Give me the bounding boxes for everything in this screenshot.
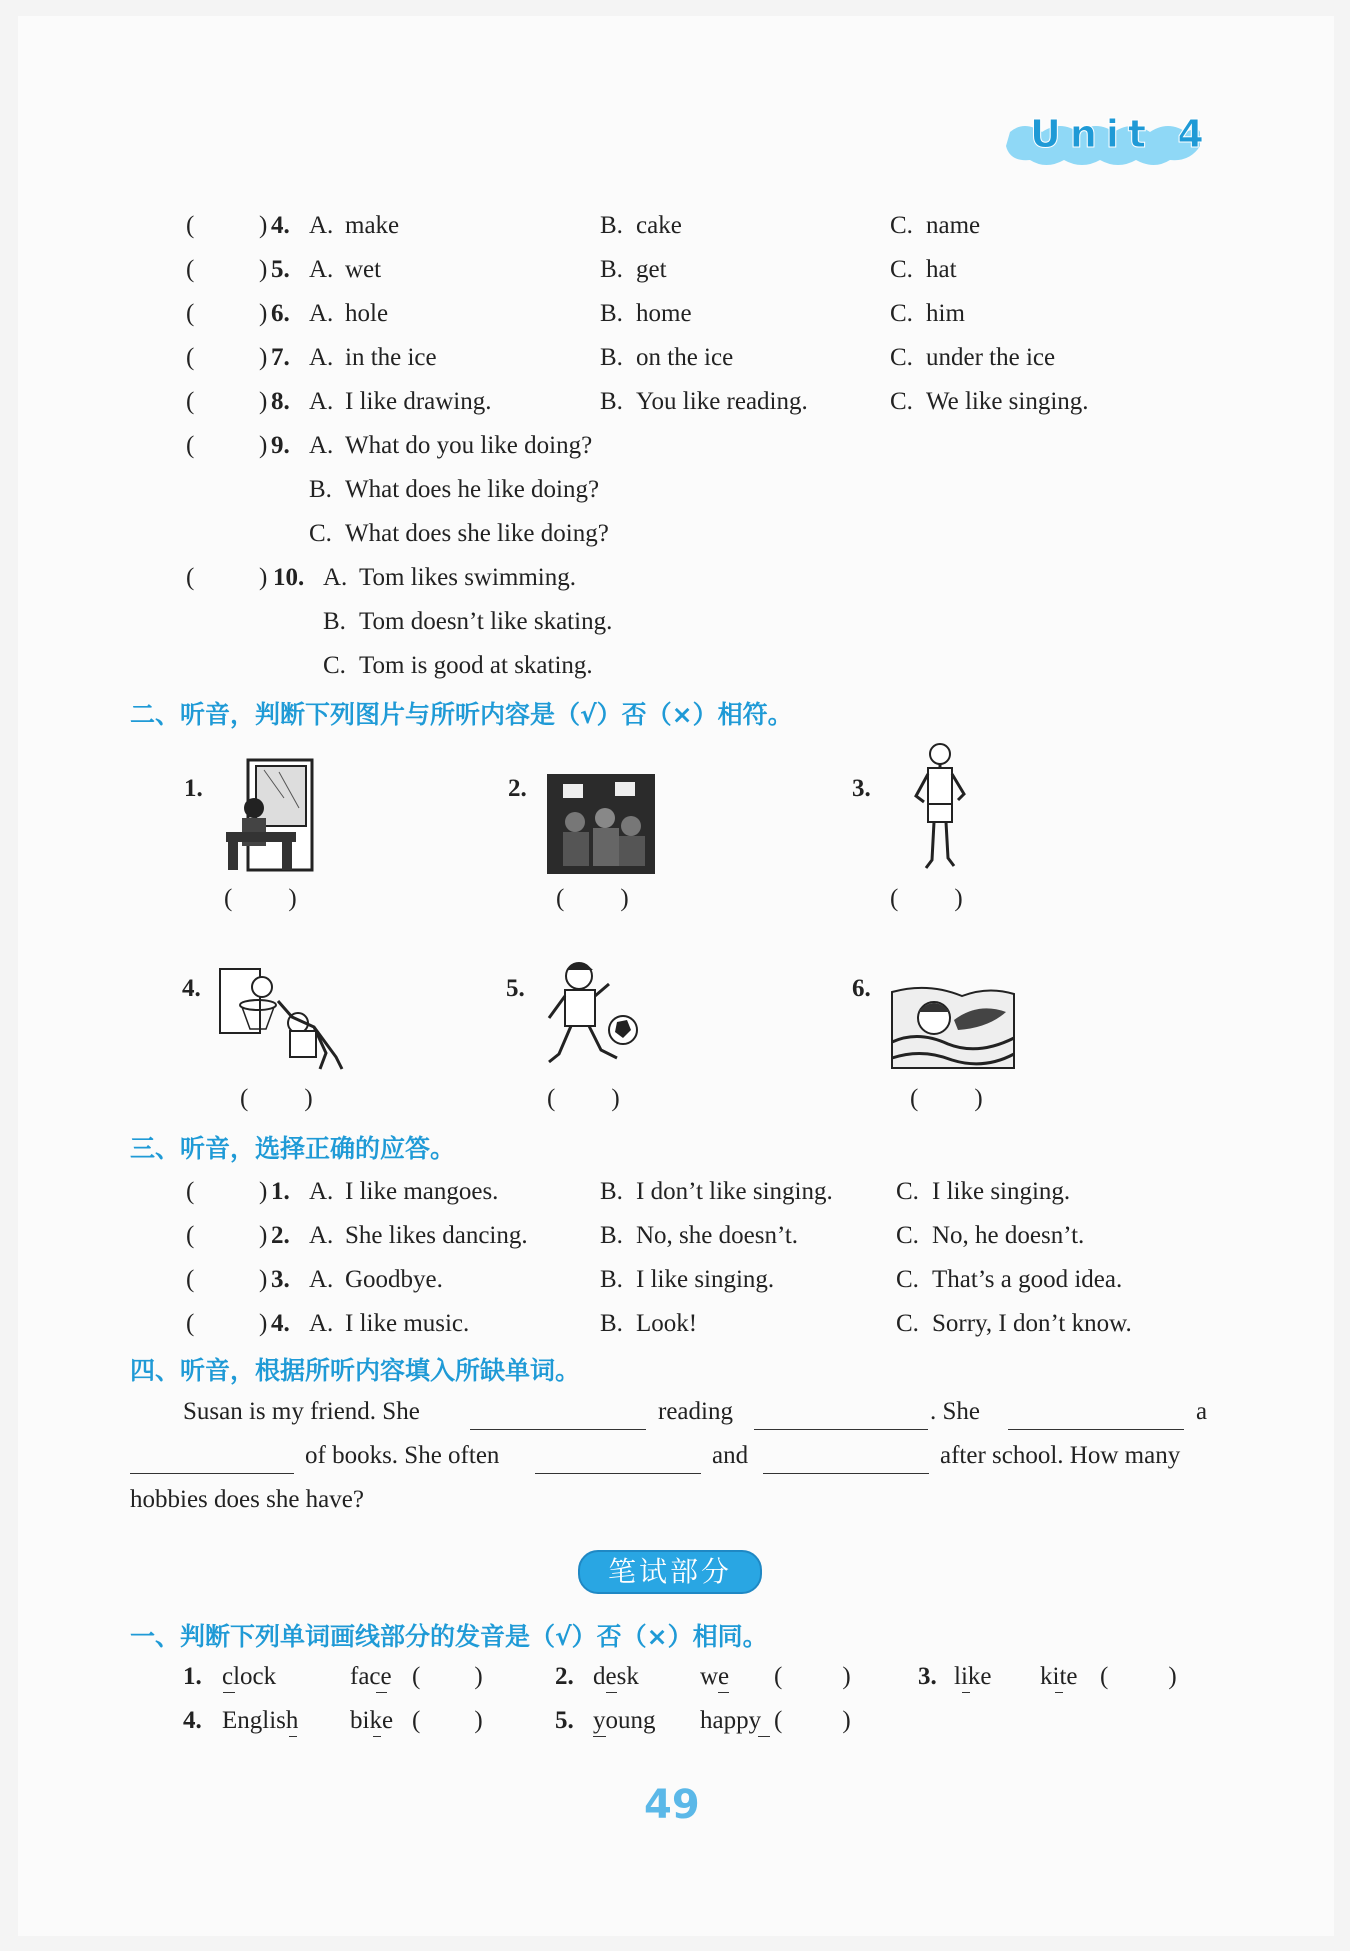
picture-1-answer: ( ) [224, 885, 297, 912]
option-c: hat [926, 256, 957, 283]
answer-paren-open: ( [186, 1310, 195, 1337]
option-b: home [636, 300, 692, 327]
option-b: cake [636, 212, 682, 239]
cloze-text: of books. She often [305, 1442, 500, 1469]
option-label: C. [896, 1222, 919, 1249]
option-label: C. [890, 212, 913, 239]
option-label: B. [600, 212, 623, 239]
cloze-text: a [1196, 1398, 1208, 1425]
option-c: name [926, 212, 981, 239]
boy-football-picture [543, 958, 643, 1073]
picture-number: 5. [506, 975, 525, 1002]
answer-paren-close: ) [259, 1310, 268, 1337]
option-c: What does she like doing? [345, 520, 609, 547]
option-a: hole [345, 300, 389, 327]
cloze-text: . She [930, 1398, 980, 1425]
option-b: You like reading. [636, 388, 808, 415]
option-c: We like singing. [926, 388, 1089, 415]
option-label: B. [600, 388, 623, 415]
option-label: C. [890, 344, 913, 371]
option-label: C. [309, 520, 332, 547]
option-a: She likes dancing. [345, 1222, 528, 1249]
question-number: 7. [271, 344, 290, 371]
underline-mark [718, 1692, 729, 1693]
option-label: C. [890, 388, 913, 415]
cloze-text: Susan is my friend. She [183, 1398, 420, 1425]
option-a: make [345, 212, 400, 239]
cloze-blank-5[interactable] [535, 1451, 701, 1474]
option-c: Sorry, I don’t know. [932, 1310, 1132, 1337]
option-label: A. [309, 1310, 334, 1337]
option-c: That’s a good idea. [932, 1266, 1123, 1293]
underline-mark [758, 1736, 770, 1737]
option-label: A. [309, 344, 334, 371]
pronunciation-item-5: 5. [555, 1707, 574, 1734]
pronunciation-item-2: 2. [555, 1663, 574, 1690]
word-like: like [954, 1663, 992, 1690]
section-4-title: 四、听音，根据所听内容填入所缺单词。 [130, 1356, 581, 1385]
option-c: Tom is good at skating. [359, 652, 593, 679]
answer-paren-open: ( [186, 1266, 195, 1293]
answer-paren-close: ) [259, 1266, 268, 1293]
picture-6-answer: ( ) [910, 1085, 983, 1112]
pronunciation-item-3: 3. [918, 1663, 937, 1690]
option-label: B. [600, 1310, 623, 1337]
option-label: B. [600, 300, 623, 327]
option-label: C. [896, 1266, 919, 1293]
underline-mark [373, 1736, 381, 1737]
word-bike: bike [350, 1707, 394, 1734]
cloze-text: after school. How many [940, 1442, 1181, 1469]
option-b: Look! [636, 1310, 698, 1337]
option-c: I like singing. [932, 1178, 1071, 1205]
cloze-blank-4[interactable] [130, 1451, 294, 1474]
option-c: him [926, 300, 965, 327]
picture-2-answer: ( ) [556, 885, 629, 912]
question-number: 4. [271, 1310, 290, 1337]
option-label: B. [600, 1178, 623, 1205]
cloze-blank-2[interactable] [754, 1407, 928, 1430]
option-b: No, she doesn’t. [636, 1222, 799, 1249]
answer-paren-close: ) [259, 1178, 268, 1205]
answer-paren-close: ) [259, 256, 268, 283]
answer-paren-open: ( [186, 344, 195, 371]
underline-mark [1055, 1692, 1063, 1693]
word-english: English [222, 1707, 299, 1734]
option-b: I don’t like singing. [636, 1178, 833, 1205]
running-man-picture [910, 740, 970, 875]
section-2-title: 二、听音，判断下列图片与所听内容是（√）否（×）相符。 [130, 700, 793, 729]
word-desk: desk [593, 1663, 639, 1690]
option-b: I like singing. [636, 1266, 775, 1293]
pronunciation-item-1: 1. [183, 1663, 202, 1690]
word-face: face [350, 1663, 392, 1690]
answer-paren: ( ) [1100, 1663, 1177, 1690]
girl-reading-picture [224, 758, 314, 873]
option-label: A. [309, 1266, 334, 1293]
underline-mark [223, 1692, 235, 1693]
answer-paren-close: ) [259, 564, 268, 591]
question-number: 6. [271, 300, 290, 327]
option-a: wet [345, 256, 382, 283]
option-label: A. [323, 564, 348, 591]
option-a: I like music. [345, 1310, 470, 1337]
question-number: 2. [271, 1222, 290, 1249]
option-label: C. [896, 1310, 919, 1337]
answer-paren-open: ( [186, 388, 195, 415]
answer-paren-open: ( [186, 1178, 195, 1205]
answer-paren: ( ) [412, 1707, 483, 1734]
written-section-1-title: 一、判断下列单词画线部分的发音是（√）否（×）相同。 [130, 1622, 768, 1651]
question-number: 9. [271, 432, 290, 459]
word-kite: kite [1040, 1663, 1078, 1690]
answer-paren: ( ) [774, 1707, 851, 1734]
answer-paren-open: ( [186, 432, 195, 459]
underline-mark [606, 1692, 617, 1693]
picture-3-answer: ( ) [890, 885, 963, 912]
option-label: A. [309, 388, 334, 415]
page-number: 49 [644, 1782, 700, 1828]
answer-paren-close: ) [259, 1222, 268, 1249]
option-c: under the ice [926, 344, 1056, 371]
option-b: on the ice [636, 344, 734, 371]
option-a: I like drawing. [345, 388, 492, 415]
answer-paren: ( ) [412, 1663, 483, 1690]
picture-number: 4. [182, 975, 201, 1002]
option-a: in the ice [345, 344, 437, 371]
cloze-blank-3[interactable] [1008, 1407, 1184, 1430]
option-label: A. [309, 432, 334, 459]
cloze-blank-1[interactable] [470, 1407, 646, 1430]
option-a: I like mangoes. [345, 1178, 499, 1205]
picture-number: 2. [508, 775, 527, 802]
option-label: A. [309, 300, 334, 327]
section-3-title: 三、听音，选择正确的应答。 [130, 1134, 456, 1163]
question-number: 1. [271, 1178, 290, 1205]
pronunciation-item-4: 4. [183, 1707, 202, 1734]
option-label: C. [890, 300, 913, 327]
option-a: Tom likes swimming. [359, 564, 577, 591]
question-number: 4. [271, 212, 290, 239]
cinema-audience-picture [545, 772, 657, 876]
option-label: B. [600, 1222, 623, 1249]
word-young: young [593, 1707, 656, 1734]
written-section-banner: 笔试部分 [578, 1550, 762, 1594]
answer-paren-close: ) [259, 300, 268, 327]
option-label: A. [309, 212, 334, 239]
unit-title: Unit 4 [1030, 112, 1213, 156]
picture-number: 6. [852, 975, 871, 1002]
option-c: No, he doesn’t. [932, 1222, 1085, 1249]
option-label: B. [600, 1266, 623, 1293]
picture-5-answer: ( ) [547, 1085, 620, 1112]
underline-mark [962, 1692, 970, 1693]
option-label: C. [896, 1178, 919, 1205]
underline-mark [376, 1692, 387, 1693]
cloze-text: hobbies does she have? [130, 1486, 364, 1513]
word-happy: happy [700, 1707, 762, 1734]
option-label: C. [890, 256, 913, 283]
word-we: we [700, 1663, 730, 1690]
option-label: B. [309, 476, 332, 503]
question-number: 5. [271, 256, 290, 283]
option-label: B. [323, 608, 346, 635]
answer-paren-close: ) [259, 432, 268, 459]
answer-paren-close: ) [259, 344, 268, 371]
cloze-blank-6[interactable] [763, 1451, 929, 1474]
answer-paren-close: ) [259, 212, 268, 239]
cloze-text: and [712, 1442, 749, 1469]
question-number: 3. [271, 1266, 290, 1293]
option-label: B. [600, 344, 623, 371]
option-label: A. [309, 256, 334, 283]
option-a: What do you like doing? [345, 432, 593, 459]
option-a: Goodbye. [345, 1266, 443, 1293]
answer-paren-open: ( [186, 212, 195, 239]
option-b: Tom doesn’t like skating. [359, 608, 613, 635]
answer-paren-open: ( [186, 300, 195, 327]
underline-mark [593, 1736, 606, 1737]
word-clock: clock [222, 1663, 277, 1690]
option-label: A. [309, 1178, 334, 1205]
answer-paren-close: ) [259, 388, 268, 415]
option-label: A. [309, 1222, 334, 1249]
question-number: 8. [271, 388, 290, 415]
option-label: B. [600, 256, 623, 283]
picture-number: 3. [852, 775, 871, 802]
picture-number: 1. [184, 775, 203, 802]
answer-paren-open: ( [186, 1222, 195, 1249]
answer-paren-open: ( [186, 564, 195, 591]
option-b: What does he like doing? [345, 476, 600, 503]
answer-paren-open: ( [186, 256, 195, 283]
cloze-text: reading [658, 1398, 733, 1425]
answer-paren: ( ) [774, 1663, 851, 1690]
swimmer-picture [888, 982, 1018, 1074]
picture-4-answer: ( ) [240, 1085, 313, 1112]
underline-mark [289, 1736, 297, 1737]
basketball-player-picture [218, 965, 348, 1073]
question-number: 10. [273, 564, 305, 591]
option-b: get [636, 256, 667, 283]
option-label: C. [323, 652, 346, 679]
